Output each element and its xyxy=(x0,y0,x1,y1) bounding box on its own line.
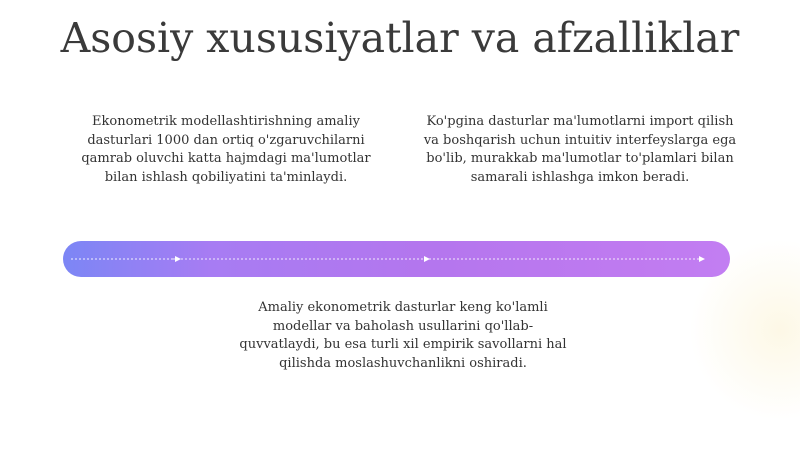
point-1-text: Ekonometrik modellashtirishning amaliy dasturlari 1000 dan ortiq o'zgaruvchilarni qamrab oluvchi katta hajmdagi ma'lumotlar bilan ishlash qobiliyatini ta'minlaydi. xyxy=(81,114,371,185)
arrow-right-icon xyxy=(699,256,705,262)
arrow-right-icon xyxy=(424,256,430,262)
timeline-bar xyxy=(63,241,730,277)
slide-title: Asosiy xususiyatlar va afzalliklar xyxy=(60,14,740,62)
point-2-text: Ko'pgina dasturlar ma'lumotlarni import qilish va boshqarish uchun intuitiv interfeyslarga ega bo'lib, murakkab ma'lumotlar to'plamlari bilan samarali ishlashga imkon beradi. xyxy=(423,114,737,185)
arrow-right-icon xyxy=(175,256,181,262)
point-3-text: Amaliy ekonometrik dasturlar keng ko'lamli modellar va baholash usullarini qo'llab-quvvatlaydi, bu esa turli xil empirik savollarni hal qilishda moslashuvchanlikni oshiradi. xyxy=(239,300,567,371)
timeline-arrow-line xyxy=(63,241,730,277)
